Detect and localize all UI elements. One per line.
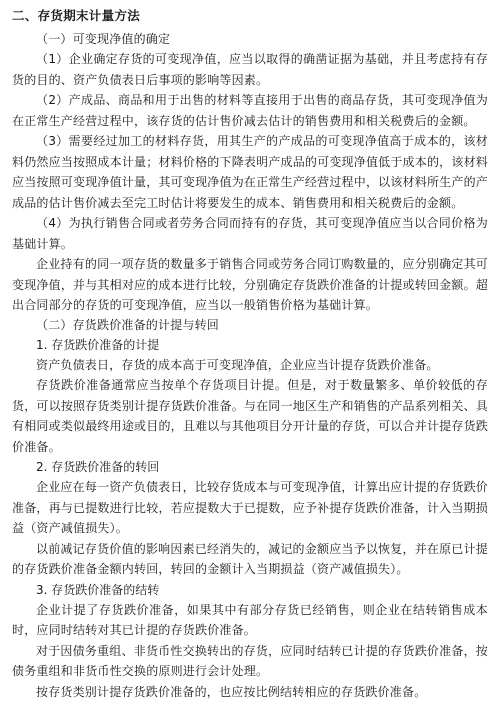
paragraph-10: 企业计提了存货跌价准备，如果其中有部分存货已经销售，则企业在结转销售成本时，应同时结转对其已计提的存货跌价准备。 — [12, 600, 488, 641]
subsection-heading-1: （一）可变现净值的确定 — [12, 30, 488, 49]
paragraph-6: 资产负债表日，存货的成本高于可变现净值，企业应当计提存货跌价准备。 — [12, 355, 488, 376]
paragraph-12: 按存货类别计提存货跌价准备的，也应按比例结转相应的存货跌价准备。 — [12, 682, 488, 702]
paragraph-2: （2）产成品、商品和用于出售的材料等直接用于出售的商品存货，其可变现净值为在正常生产经营过程中，该存货的估计售价减去估计的销售费用和相关税费后的金额。 — [12, 90, 488, 131]
section-heading: 二、存货期末计量方法 — [12, 6, 488, 26]
paragraph-4: （4）为执行销售合同或者劳务合同而持有的存货，其可变现净值应当以合同价格为基础计算。 — [12, 213, 488, 254]
paragraph-8: 企业应在每一资产负债表日，比较存货成本与可变现净值，计算出应计提的存货跌价准备，再与已提数进行比较，若应提数大于已提数，应予补提存货跌价准备，计入当期损益（资产减值损失）。 — [12, 477, 488, 539]
paragraph-11: 对于因债务重组、非货币性交换转出的存货，应同时结转已计提的存货跌价准备，按债务重组和非货币性交换的原则进行会计处理。 — [12, 641, 488, 682]
item-heading-3: 3. 存货跌价准备的结转 — [12, 580, 488, 600]
paragraph-9: 以前减记存货价值的影响因素已经消失的，减记的金额应当予以恢复，并在原已计提的存货跌价准备金额内转回，转回的金额计入当期损益（资产减值损失）。 — [12, 539, 488, 580]
paragraph-3: （3）需要经过加工的材料存货，用其生产的产成品的可变现净值高于成本的，该材料仍然应当按照成本计量；材料价格的下降表明产成品的可变现净值低于成本的，该材料应当按照可变现净值计量，其可变现净值为在正常生产经营过程中，以该材料所生产的产成品的估计售价减去至完工时估计将要发生的成本、销售费用和相关税费后的金额。 — [12, 131, 488, 213]
paragraph-5: 企业持有的同一项存货的数量多于销售合同或劳务合同订购数量的，应分别确定其可变现净值，并与其相对应的成本进行比较，分别确定存货跌价准备的计提或转回金额。超出合同部分的存货的可变现净值，应当以一般销售价格为基础计算。 — [12, 254, 488, 316]
subsection-heading-2: （二）存货跌价准备的计提与转回 — [12, 316, 488, 335]
item-heading-2: 2. 存货跌价准备的转回 — [12, 457, 488, 477]
item-heading-1: 1. 存货跌价准备的计提 — [12, 335, 488, 355]
paragraph-1: （1）企业确定存货的可变现净值，应当以取得的确凿证据为基础，并且考虑持有存货的目的、资产负债表日后事项的影响等因素。 — [12, 49, 488, 90]
paragraph-7: 存货跌价准备通常应当按单个存货项目计提。但是，对于数量繁多、单价较低的存货，可以按照存货类别计提存货跌价准备。与在同一地区生产和销售的产品系列相关、具有相同或类似最终用途或目的，且难以与其他项目分开计量的存货，可以合并计提存货跌价准备。 — [12, 375, 488, 457]
